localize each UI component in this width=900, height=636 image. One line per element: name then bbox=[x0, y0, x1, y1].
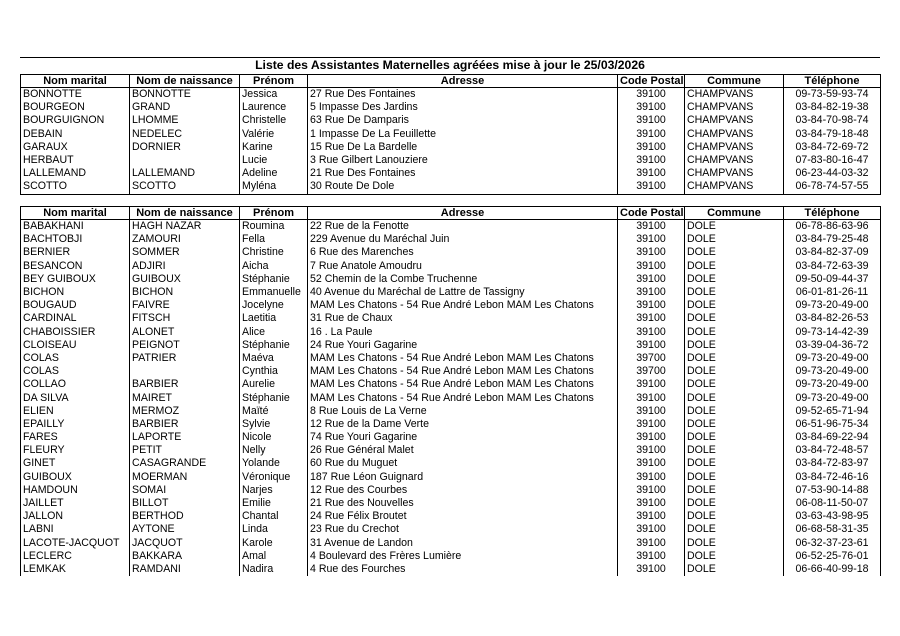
cell-code-postal: 39100 bbox=[618, 550, 685, 563]
cell-code-postal: 39100 bbox=[618, 114, 685, 127]
cell-code-postal: 39100 bbox=[618, 523, 685, 536]
cell-nom-naissance: AYTONE bbox=[130, 523, 240, 536]
cell-adresse: 22 Rue de la Fenotte bbox=[308, 220, 618, 234]
cell-nom-naissance: CASAGRANDE bbox=[130, 457, 240, 470]
cell-nom-marital: BOURGUIGNON bbox=[21, 114, 130, 127]
column-header-nom-marital: Nom marital bbox=[21, 75, 130, 88]
cell-prenom: Amal bbox=[240, 550, 308, 563]
cell-code-postal: 39100 bbox=[618, 339, 685, 352]
cell-adresse: 31 Rue de Chaux bbox=[308, 312, 618, 325]
table-row bbox=[21, 180, 881, 194]
cell-code-postal: 39100 bbox=[618, 391, 685, 404]
cell-telephone: 03-84-72-83-97 bbox=[784, 457, 881, 470]
cell-adresse: MAM Les Chatons - 54 Rue André Lebon MAM Les Chatons bbox=[308, 299, 618, 312]
cell-prenom: Jessica bbox=[240, 88, 308, 102]
cell-adresse: 16 . La Paule bbox=[308, 326, 618, 339]
cell-telephone: 06-23-44-03-32 bbox=[784, 167, 881, 180]
table-row bbox=[21, 286, 881, 299]
cell-telephone: 09-50-09-44-37 bbox=[784, 273, 881, 286]
cell-commune: CHAMPVANS bbox=[685, 141, 784, 154]
cell-nom-marital: JALLON bbox=[21, 510, 130, 523]
cell-nom-marital: COLLAO bbox=[21, 378, 130, 391]
table-row bbox=[21, 260, 881, 273]
table-row bbox=[21, 563, 881, 576]
cell-commune: DOLE bbox=[685, 497, 784, 510]
cell-prenom: Valérie bbox=[240, 128, 308, 141]
cell-nom-marital: BACHTOBJI bbox=[21, 233, 130, 246]
cell-adresse: MAM Les Chatons - 54 Rue André Lebon MAM Les Chatons bbox=[308, 378, 618, 391]
cell-adresse: 24 Rue Youri Gagarine bbox=[308, 339, 618, 352]
cell-nom-naissance: PEIGNOT bbox=[130, 339, 240, 352]
table-row bbox=[21, 114, 881, 127]
cell-nom-marital: CLOISEAU bbox=[21, 339, 130, 352]
cell-nom-naissance: BERTHOD bbox=[130, 510, 240, 523]
table-row bbox=[21, 141, 881, 154]
cell-commune: DOLE bbox=[685, 326, 784, 339]
cell-telephone: 06-32-37-23-61 bbox=[784, 537, 881, 550]
cell-adresse: 40 Avenue du Maréchal de Lattre de Tassigny bbox=[308, 286, 618, 299]
cell-prenom: Adeline bbox=[240, 167, 308, 180]
column-header-adresse: Adresse bbox=[308, 207, 618, 220]
cell-nom-marital: FLEURY bbox=[21, 444, 130, 457]
cell-adresse: 21 Rue Des Fontaines bbox=[308, 167, 618, 180]
cell-commune: CHAMPVANS bbox=[685, 128, 784, 141]
cell-nom-naissance: BAKKARA bbox=[130, 550, 240, 563]
cell-telephone: 07-83-80-16-47 bbox=[784, 154, 881, 167]
table-row bbox=[21, 484, 881, 497]
cell-code-postal: 39100 bbox=[618, 563, 685, 576]
cell-telephone: 03-84-72-48-57 bbox=[784, 444, 881, 457]
cell-code-postal: 39100 bbox=[618, 260, 685, 273]
cell-nom-naissance: NEDELEC bbox=[130, 128, 240, 141]
column-header-prenom: Prénom bbox=[240, 207, 308, 220]
cell-code-postal: 39100 bbox=[618, 273, 685, 286]
cell-adresse: 23 Rue du Crechot bbox=[308, 523, 618, 536]
column-header-prenom: Prénom bbox=[240, 75, 308, 88]
cell-commune: CHAMPVANS bbox=[685, 167, 784, 180]
cell-adresse: 63 Rue De Damparis bbox=[308, 114, 618, 127]
cell-adresse: 24 Rue Félix Broutet bbox=[308, 510, 618, 523]
cell-code-postal: 39100 bbox=[618, 180, 685, 194]
cell-nom-marital: COLAS bbox=[21, 352, 130, 365]
cell-nom-naissance: MERMOZ bbox=[130, 405, 240, 418]
cell-nom-naissance bbox=[130, 365, 240, 378]
cell-commune: CHAMPVANS bbox=[685, 88, 784, 102]
cell-prenom: Karine bbox=[240, 141, 308, 154]
cell-prenom: Sylvie bbox=[240, 418, 308, 431]
cell-nom-marital: LECLERC bbox=[21, 550, 130, 563]
cell-prenom: Stéphanie bbox=[240, 273, 308, 286]
cell-commune: DOLE bbox=[685, 550, 784, 563]
cell-code-postal: 39100 bbox=[618, 537, 685, 550]
cell-nom-naissance: BILLOT bbox=[130, 497, 240, 510]
table-row bbox=[21, 537, 881, 550]
cell-code-postal: 39700 bbox=[618, 352, 685, 365]
cell-prenom: Narjes bbox=[240, 484, 308, 497]
table-row bbox=[21, 299, 881, 312]
cell-telephone: 06-78-86-63-96 bbox=[784, 220, 881, 234]
cell-adresse: 4 Rue des Fourches bbox=[308, 563, 618, 576]
cell-nom-marital: HERBAUT bbox=[21, 154, 130, 167]
cell-adresse: 12 Rue de la Dame Verte bbox=[308, 418, 618, 431]
cell-commune: DOLE bbox=[685, 246, 784, 259]
cell-telephone: 03-84-72-63-39 bbox=[784, 260, 881, 273]
cell-code-postal: 39100 bbox=[618, 457, 685, 470]
cell-nom-marital: BONNOTTE bbox=[21, 88, 130, 102]
cell-nom-marital: GUIBOUX bbox=[21, 471, 130, 484]
cell-prenom: Laurence bbox=[240, 101, 308, 114]
cell-nom-naissance: FITSCH bbox=[130, 312, 240, 325]
cell-nom-naissance: GRAND bbox=[130, 101, 240, 114]
cell-code-postal: 39100 bbox=[618, 444, 685, 457]
cell-prenom: Christine bbox=[240, 246, 308, 259]
cell-commune: CHAMPVANS bbox=[685, 114, 784, 127]
table-header-row bbox=[21, 75, 881, 88]
table-row bbox=[21, 497, 881, 510]
cell-nom-marital: BICHON bbox=[21, 286, 130, 299]
cell-commune: DOLE bbox=[685, 563, 784, 576]
cell-code-postal: 39100 bbox=[618, 484, 685, 497]
cell-commune: DOLE bbox=[685, 391, 784, 404]
table-row bbox=[21, 88, 881, 102]
cell-nom-marital: BESANCON bbox=[21, 260, 130, 273]
cell-nom-naissance: BARBIER bbox=[130, 418, 240, 431]
cell-nom-naissance: HAGH NAZAR bbox=[130, 220, 240, 234]
cell-prenom: Maéva bbox=[240, 352, 308, 365]
cell-nom-naissance: LAPORTE bbox=[130, 431, 240, 444]
cell-nom-naissance: BARBIER bbox=[130, 378, 240, 391]
table-row bbox=[21, 220, 881, 234]
cell-prenom: Emilie bbox=[240, 497, 308, 510]
cell-nom-naissance: ADJIRI bbox=[130, 260, 240, 273]
cell-telephone: 09-73-20-49-00 bbox=[784, 352, 881, 365]
column-header-adresse: Adresse bbox=[308, 75, 618, 88]
document-title: Liste des Assistantes Maternelles agréées mise à jour le 25/03/2026 bbox=[255, 58, 645, 72]
cell-nom-naissance: MOERMAN bbox=[130, 471, 240, 484]
cell-telephone: 03-84-82-37-09 bbox=[784, 246, 881, 259]
table-row bbox=[21, 273, 881, 286]
cell-telephone: 09-73-20-49-00 bbox=[784, 365, 881, 378]
cell-commune: DOLE bbox=[685, 431, 784, 444]
cell-adresse: 21 Rue des Nouvelles bbox=[308, 497, 618, 510]
table-row bbox=[21, 246, 881, 259]
cell-nom-naissance: DORNIER bbox=[130, 141, 240, 154]
cell-adresse: 1 Impasse De La Feuillette bbox=[308, 128, 618, 141]
cell-telephone: 03-84-79-25-48 bbox=[784, 233, 881, 246]
table-row bbox=[21, 523, 881, 536]
cell-prenom: Stéphanie bbox=[240, 391, 308, 404]
cell-adresse: 31 Avenue de Landon bbox=[308, 537, 618, 550]
cell-nom-marital: LABNI bbox=[21, 523, 130, 536]
cell-telephone: 09-73-20-49-00 bbox=[784, 391, 881, 404]
cell-prenom: Laetitia bbox=[240, 312, 308, 325]
cell-commune: DOLE bbox=[685, 378, 784, 391]
column-header-nom-naissance: Nom de naissance bbox=[130, 75, 240, 88]
cell-nom-marital: LEMKAK bbox=[21, 563, 130, 576]
cell-code-postal: 39100 bbox=[618, 128, 685, 141]
cell-telephone: 03-84-82-19-38 bbox=[784, 101, 881, 114]
table-row bbox=[21, 378, 881, 391]
cell-adresse: MAM Les Chatons - 54 Rue André Lebon MAM Les Chatons bbox=[308, 391, 618, 404]
cell-prenom: Linda bbox=[240, 523, 308, 536]
cell-prenom: Myléna bbox=[240, 180, 308, 194]
cell-nom-marital: BABAKHANI bbox=[21, 220, 130, 234]
cell-commune: DOLE bbox=[685, 273, 784, 286]
cell-nom-marital: HAMDOUN bbox=[21, 484, 130, 497]
cell-code-postal: 39100 bbox=[618, 141, 685, 154]
cell-adresse: 8 Rue Louis de La Verne bbox=[308, 405, 618, 418]
cell-adresse: 30 Route De Dole bbox=[308, 180, 618, 194]
cell-code-postal: 39100 bbox=[618, 471, 685, 484]
cell-prenom: Emmanuelle bbox=[240, 286, 308, 299]
cell-nom-marital: DA SILVA bbox=[21, 391, 130, 404]
cell-adresse: 3 Rue Gilbert Lanouziere bbox=[308, 154, 618, 167]
cell-nom-naissance: MAIRET bbox=[130, 391, 240, 404]
cell-commune: CHAMPVANS bbox=[685, 154, 784, 167]
cell-prenom: Karole bbox=[240, 537, 308, 550]
cell-prenom: Christelle bbox=[240, 114, 308, 127]
cell-telephone: 09-52-65-71-94 bbox=[784, 405, 881, 418]
table-row bbox=[21, 128, 881, 141]
cell-adresse: 6 Rue des Marenches bbox=[308, 246, 618, 259]
cell-nom-marital: JAILLET bbox=[21, 497, 130, 510]
table-row bbox=[21, 391, 881, 404]
cell-commune: CHAMPVANS bbox=[685, 180, 784, 194]
cell-nom-marital: BOUGAUD bbox=[21, 299, 130, 312]
cell-nom-naissance: LHOMME bbox=[130, 114, 240, 127]
cell-nom-marital: COLAS bbox=[21, 365, 130, 378]
cell-adresse: MAM Les Chatons - 54 Rue André Lebon MAM Les Chatons bbox=[308, 365, 618, 378]
table-row bbox=[21, 352, 881, 365]
cell-telephone: 03-84-72-69-72 bbox=[784, 141, 881, 154]
cell-nom-marital: BOURGEON bbox=[21, 101, 130, 114]
cell-telephone: 06-51-96-75-34 bbox=[784, 418, 881, 431]
cell-prenom: Chantal bbox=[240, 510, 308, 523]
cell-adresse: 12 Rue des Courbes bbox=[308, 484, 618, 497]
cell-commune: DOLE bbox=[685, 471, 784, 484]
cell-commune: CHAMPVANS bbox=[685, 101, 784, 114]
cell-telephone: 06-68-58-31-35 bbox=[784, 523, 881, 536]
cell-commune: DOLE bbox=[685, 260, 784, 273]
column-header-code-postal: Code Postal bbox=[618, 75, 685, 88]
table-header-row bbox=[21, 207, 881, 220]
table-row bbox=[21, 312, 881, 325]
cell-nom-naissance: JACQUOT bbox=[130, 537, 240, 550]
cell-telephone: 03-84-82-26-53 bbox=[784, 312, 881, 325]
cell-nom-naissance: LALLEMAND bbox=[130, 167, 240, 180]
cell-nom-marital: GARAUX bbox=[21, 141, 130, 154]
cell-telephone: 06-66-40-99-18 bbox=[784, 563, 881, 576]
cell-code-postal: 39100 bbox=[618, 378, 685, 391]
cell-code-postal: 39100 bbox=[618, 220, 685, 234]
cell-commune: DOLE bbox=[685, 523, 784, 536]
table-row bbox=[21, 365, 881, 378]
cell-code-postal: 39100 bbox=[618, 405, 685, 418]
cell-commune: DOLE bbox=[685, 286, 784, 299]
cell-code-postal: 39100 bbox=[618, 497, 685, 510]
table-champvans bbox=[20, 74, 881, 195]
cell-telephone: 07-53-90-14-88 bbox=[784, 484, 881, 497]
cell-nom-naissance: SOMAI bbox=[130, 484, 240, 497]
table-row bbox=[21, 457, 881, 470]
cell-nom-marital: EPAILLY bbox=[21, 418, 130, 431]
column-header-telephone: Téléphone bbox=[784, 75, 881, 88]
table-row bbox=[21, 471, 881, 484]
table-row bbox=[21, 154, 881, 167]
cell-nom-naissance: RAMDANI bbox=[130, 563, 240, 576]
cell-code-postal: 39700 bbox=[618, 365, 685, 378]
cell-prenom: Alice bbox=[240, 326, 308, 339]
cell-prenom: Nadira bbox=[240, 563, 308, 576]
table-row bbox=[21, 339, 881, 352]
cell-prenom: Fella bbox=[240, 233, 308, 246]
cell-nom-naissance: BICHON bbox=[130, 286, 240, 299]
table-row bbox=[21, 550, 881, 563]
cell-code-postal: 39100 bbox=[618, 431, 685, 444]
cell-commune: DOLE bbox=[685, 312, 784, 325]
column-header-nom-naissance: Nom de naissance bbox=[130, 207, 240, 220]
cell-commune: DOLE bbox=[685, 299, 784, 312]
cell-nom-marital: LALLEMAND bbox=[21, 167, 130, 180]
cell-adresse: 15 Rue De La Bardelle bbox=[308, 141, 618, 154]
cell-code-postal: 39100 bbox=[618, 510, 685, 523]
cell-commune: DOLE bbox=[685, 220, 784, 234]
cell-nom-marital: FARES bbox=[21, 431, 130, 444]
cell-adresse: 187 Rue Léon Guignard bbox=[308, 471, 618, 484]
cell-nom-marital: CHABOISSIER bbox=[21, 326, 130, 339]
cell-commune: DOLE bbox=[685, 352, 784, 365]
cell-commune: DOLE bbox=[685, 339, 784, 352]
cell-prenom: Cynthia bbox=[240, 365, 308, 378]
table-row bbox=[21, 510, 881, 523]
cell-prenom: Roumina bbox=[240, 220, 308, 234]
table-row bbox=[21, 418, 881, 431]
cell-adresse: 74 Rue Youri Gagarine bbox=[308, 431, 618, 444]
table-row bbox=[21, 233, 881, 246]
cell-telephone: 06-78-74-57-55 bbox=[784, 180, 881, 194]
cell-telephone: 09-73-14-42-39 bbox=[784, 326, 881, 339]
cell-commune: DOLE bbox=[685, 365, 784, 378]
cell-code-postal: 39100 bbox=[618, 246, 685, 259]
cell-code-postal: 39100 bbox=[618, 299, 685, 312]
cell-nom-naissance: PATRIER bbox=[130, 352, 240, 365]
column-header-commune: Commune bbox=[685, 75, 784, 88]
cell-nom-marital: BEY GUIBOUX bbox=[21, 273, 130, 286]
table-row bbox=[21, 101, 881, 114]
cell-code-postal: 39100 bbox=[618, 154, 685, 167]
column-header-telephone: Téléphone bbox=[784, 207, 881, 220]
cell-commune: DOLE bbox=[685, 405, 784, 418]
cell-nom-naissance bbox=[130, 154, 240, 167]
cell-commune: DOLE bbox=[685, 444, 784, 457]
cell-nom-naissance: PETIT bbox=[130, 444, 240, 457]
cell-nom-naissance: BONNOTTE bbox=[130, 88, 240, 102]
cell-commune: DOLE bbox=[685, 510, 784, 523]
cell-nom-naissance: ALONET bbox=[130, 326, 240, 339]
cell-prenom: Aicha bbox=[240, 260, 308, 273]
cell-code-postal: 39100 bbox=[618, 418, 685, 431]
cell-nom-naissance: SCOTTO bbox=[130, 180, 240, 194]
cell-code-postal: 39100 bbox=[618, 326, 685, 339]
cell-prenom: Véronique bbox=[240, 471, 308, 484]
cell-nom-naissance: FAIVRE bbox=[130, 299, 240, 312]
cell-nom-marital: CARDINAL bbox=[21, 312, 130, 325]
cell-adresse: 52 Chemin de la Combe Truchenne bbox=[308, 273, 618, 286]
cell-nom-naissance: GUIBOUX bbox=[130, 273, 240, 286]
cell-adresse: 7 Rue Anatole Amoudru bbox=[308, 260, 618, 273]
cell-nom-marital: LACOTE-JACQUOT bbox=[21, 537, 130, 550]
cell-code-postal: 39100 bbox=[618, 88, 685, 102]
cell-nom-naissance: ZAMOURI bbox=[130, 233, 240, 246]
cell-nom-marital: BERNIER bbox=[21, 246, 130, 259]
cell-adresse: MAM Les Chatons - 54 Rue André Lebon MAM Les Chatons bbox=[308, 352, 618, 365]
cell-nom-marital: SCOTTO bbox=[21, 180, 130, 194]
cell-telephone: 09-73-59-93-74 bbox=[784, 88, 881, 102]
cell-commune: DOLE bbox=[685, 484, 784, 497]
cell-telephone: 03-84-70-98-74 bbox=[784, 114, 881, 127]
cell-prenom: Maïté bbox=[240, 405, 308, 418]
cell-telephone: 03-84-69-22-94 bbox=[784, 431, 881, 444]
cell-prenom: Yolande bbox=[240, 457, 308, 470]
cell-adresse: 229 Avenue du Maréchal Juin bbox=[308, 233, 618, 246]
cell-prenom: Aurelie bbox=[240, 378, 308, 391]
cell-prenom: Lucie bbox=[240, 154, 308, 167]
cell-telephone: 03-63-43-98-95 bbox=[784, 510, 881, 523]
cell-code-postal: 39100 bbox=[618, 101, 685, 114]
cell-telephone: 06-52-25-76-01 bbox=[784, 550, 881, 563]
cell-telephone: 06-08-11-50-07 bbox=[784, 497, 881, 510]
cell-code-postal: 39100 bbox=[618, 286, 685, 299]
cell-prenom: Jocelyne bbox=[240, 299, 308, 312]
cell-commune: DOLE bbox=[685, 418, 784, 431]
cell-code-postal: 39100 bbox=[618, 312, 685, 325]
cell-nom-marital: ELIEN bbox=[21, 405, 130, 418]
table-row bbox=[21, 444, 881, 457]
cell-adresse: 60 Rue du Muguet bbox=[308, 457, 618, 470]
table-row bbox=[21, 326, 881, 339]
cell-nom-naissance: SOMMER bbox=[130, 246, 240, 259]
table-row bbox=[21, 405, 881, 418]
cell-prenom: Nicole bbox=[240, 431, 308, 444]
cell-telephone: 06-01-81-26-11 bbox=[784, 286, 881, 299]
cell-adresse: 5 Impasse Des Jardins bbox=[308, 101, 618, 114]
cell-telephone: 09-73-20-49-00 bbox=[784, 299, 881, 312]
column-header-commune: Commune bbox=[685, 207, 784, 220]
cell-code-postal: 39100 bbox=[618, 233, 685, 246]
table-row bbox=[21, 431, 881, 444]
cell-telephone: 03-84-72-46-16 bbox=[784, 471, 881, 484]
cell-telephone: 03-84-79-18-48 bbox=[784, 128, 881, 141]
column-header-nom-marital: Nom marital bbox=[21, 207, 130, 220]
cell-prenom: Nelly bbox=[240, 444, 308, 457]
cell-adresse: 4 Boulevard des Frères Lumière bbox=[308, 550, 618, 563]
table-dole bbox=[20, 206, 881, 576]
cell-nom-marital: DEBAIN bbox=[21, 128, 130, 141]
cell-code-postal: 39100 bbox=[618, 167, 685, 180]
cell-adresse: 27 Rue Des Fontaines bbox=[308, 88, 618, 102]
cell-adresse: 26 Rue Général Malet bbox=[308, 444, 618, 457]
cell-commune: DOLE bbox=[685, 537, 784, 550]
cell-prenom: Stéphanie bbox=[240, 339, 308, 352]
cell-telephone: 03-39-04-36-72 bbox=[784, 339, 881, 352]
column-header-code-postal: Code Postal bbox=[618, 207, 685, 220]
cell-telephone: 09-73-20-49-00 bbox=[784, 378, 881, 391]
cell-commune: DOLE bbox=[685, 457, 784, 470]
table-row bbox=[21, 167, 881, 180]
cell-nom-marital: GINET bbox=[21, 457, 130, 470]
cell-commune: DOLE bbox=[685, 233, 784, 246]
